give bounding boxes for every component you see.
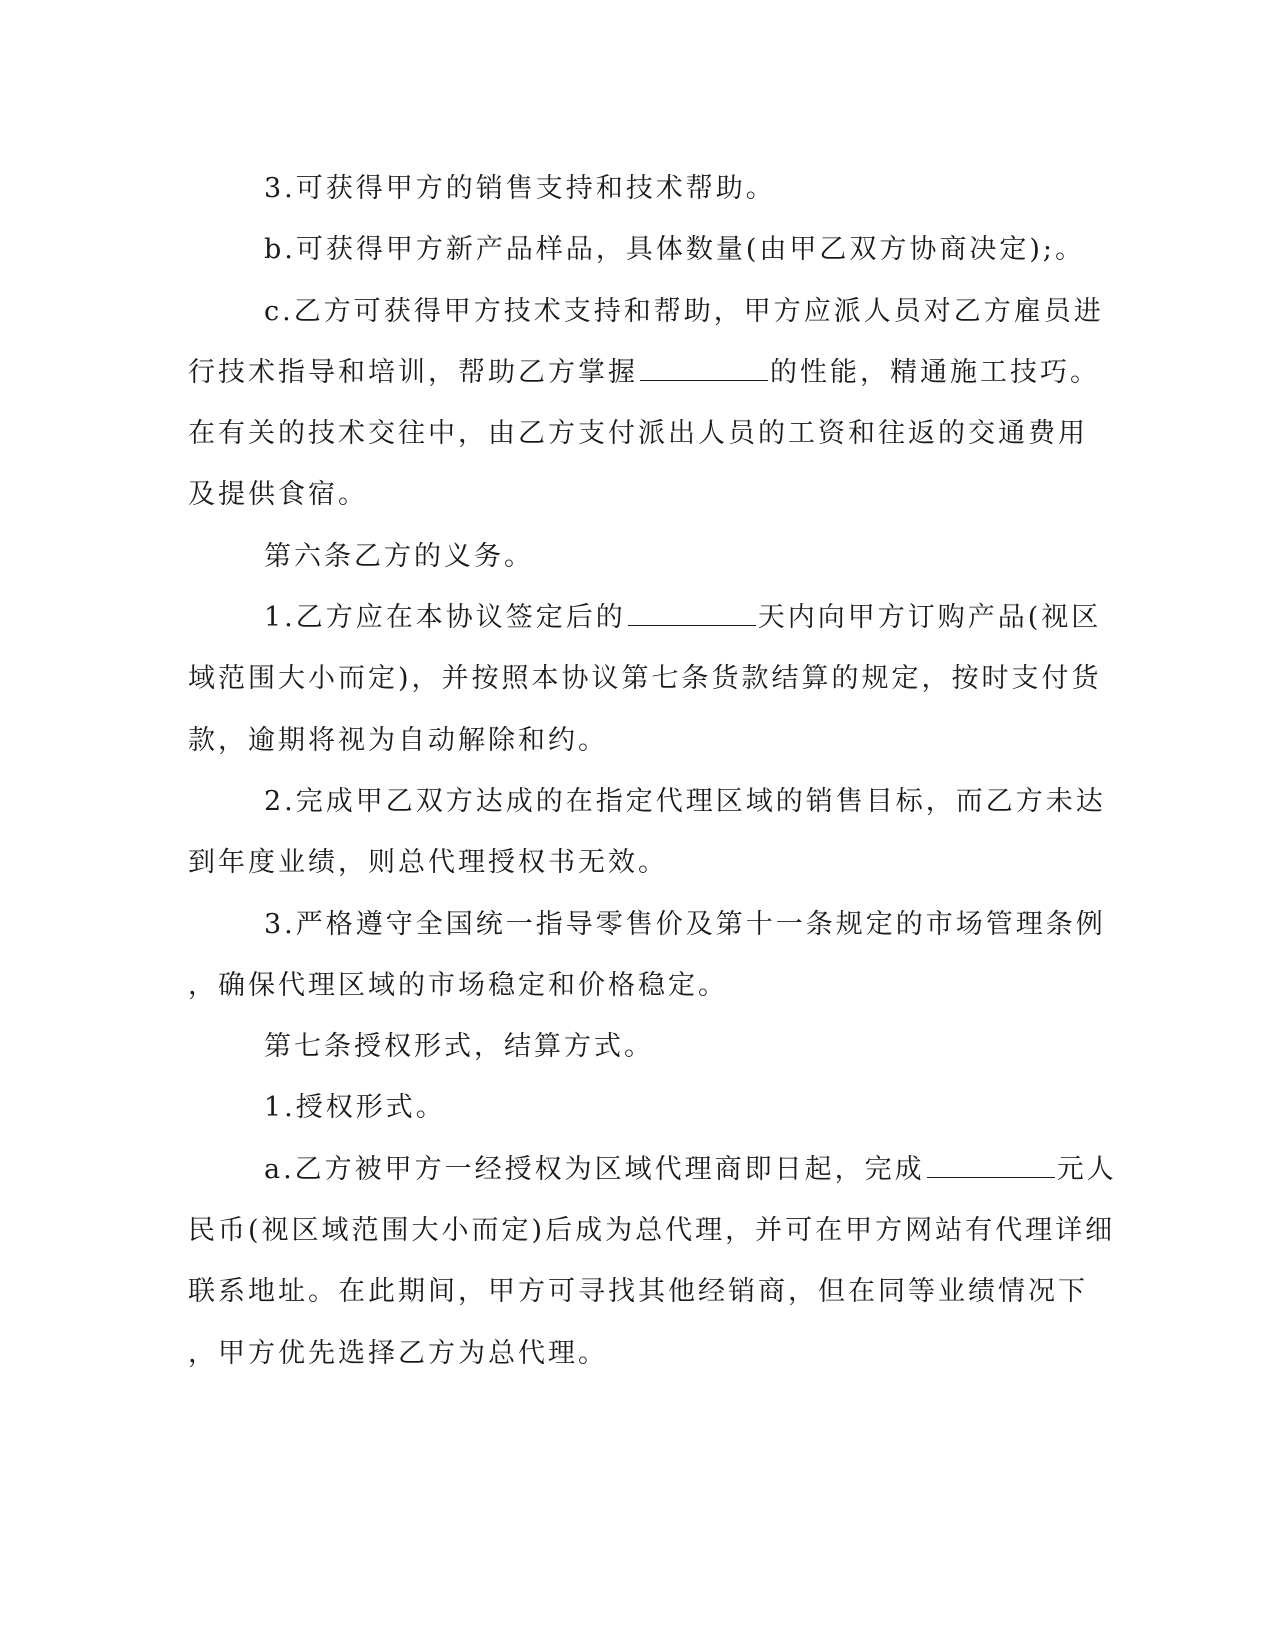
- text-line: [188, 832, 1068, 893]
- line-text: c.乙方可获得甲方技术支持和帮助，甲方应派人员对乙方雇员进: [264, 295, 1104, 327]
- line-text: 1.乙方应在本协议签定后的: [264, 602, 626, 634]
- text-line: [188, 955, 1068, 1016]
- line-text: b.可获得甲方新产品样品，具体数量(由甲乙双方协商决定);。: [264, 234, 1086, 266]
- line-text: 款，逾期将视为自动解除和约。: [188, 724, 608, 756]
- line-text: 2.完成甲乙双方达成的在指定代理区域的销售目标，而乙方未达: [264, 785, 1106, 817]
- line-text: 域范围大小而定)，并按照本协议第七条货款结算的规定，按时支付货: [188, 663, 1102, 695]
- line-text: 第七条授权形式，结算方式。: [264, 1031, 654, 1063]
- text-line: [188, 1200, 1116, 1261]
- text-line: [188, 281, 1104, 342]
- line-text: 民币(视区域范围大小而定)后成为总代理，并可在甲方网站有代理详细: [188, 1215, 1116, 1247]
- section-heading: [188, 1016, 1068, 1077]
- line-text: a.乙方被甲方一经授权为区域代理商即日起，完成: [264, 1153, 925, 1185]
- line-text: 在有关的技术交往中，由乙方支付派出人员的工资和往返的交通费用: [188, 418, 1088, 450]
- section-heading: [188, 526, 1068, 587]
- fill-in-blank: [628, 605, 756, 626]
- line-text: ，确保代理区域的市场稳定和价格稳定。: [188, 969, 728, 1001]
- fill-in-blank: [927, 1157, 1055, 1178]
- line-text: 第六条乙方的义务。: [264, 540, 534, 572]
- text-line: [188, 894, 1106, 955]
- line-text: 到年度业绩，则总代理授权书无效。: [188, 847, 668, 879]
- line-text: 天内向甲方订购产品(视区: [757, 602, 1102, 634]
- text-line: [188, 403, 1088, 464]
- document-body: [188, 158, 1117, 1384]
- line-text: 1.授权形式。: [264, 1092, 446, 1124]
- line-text: 3.严格遵守全国统一指导零售价及第十一条规定的市场管理条例: [264, 908, 1106, 940]
- line-text: 联系地址。在此期间，甲方可寻找其他经销商，但在同等业绩情况下: [188, 1276, 1088, 1308]
- text-line: [188, 587, 1102, 648]
- text-line: [188, 219, 1086, 280]
- text-line: [188, 464, 1068, 525]
- text-line: [188, 158, 1068, 219]
- text-line: [188, 1323, 1068, 1384]
- line-text: 3.可获得甲方的销售支持和技术帮助。: [264, 173, 776, 204]
- line-text: 及提供食宿。: [188, 479, 368, 511]
- line-text: 元人: [1056, 1153, 1117, 1185]
- text-line: [188, 771, 1106, 832]
- text-line: [188, 710, 1068, 771]
- text-line: [188, 1077, 1068, 1138]
- text-line: [188, 342, 1100, 403]
- text-line: [188, 1261, 1088, 1322]
- line-text: 的性能，精通施工技巧。: [770, 356, 1100, 388]
- fill-in-blank: [640, 360, 768, 381]
- text-line: [188, 1139, 1117, 1200]
- line-text: ，甲方优先选择乙方为总代理。: [188, 1337, 608, 1369]
- text-line: [188, 648, 1102, 709]
- line-text: 行技术指导和培训，帮助乙方掌握: [188, 356, 638, 388]
